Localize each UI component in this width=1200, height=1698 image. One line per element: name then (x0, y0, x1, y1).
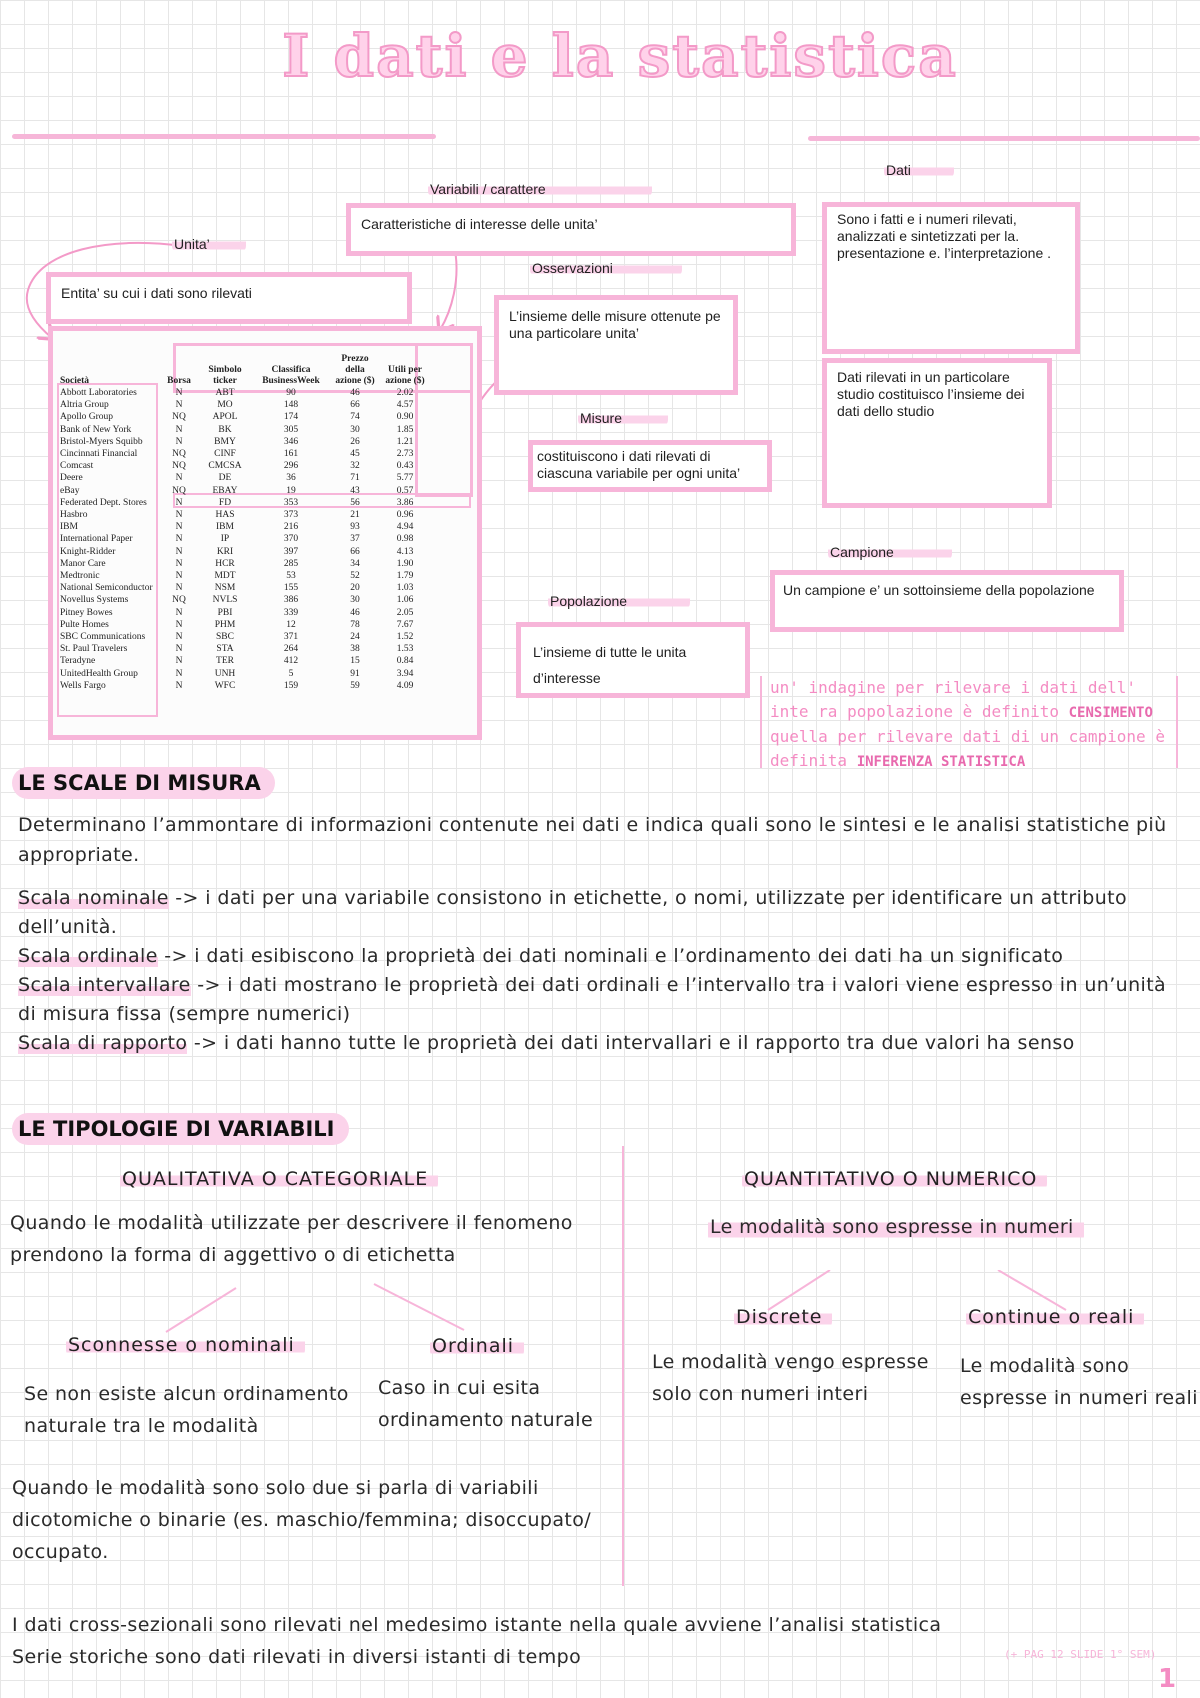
table-cell: 74 (350, 412, 360, 423)
table-cell: 71 (350, 473, 360, 484)
table-cell: 4.57 (396, 400, 414, 411)
table-cell: BK (218, 424, 232, 435)
table-cell: Bank of New York (60, 424, 132, 435)
table-cell: 159 (283, 680, 299, 691)
table-cell: UnitedHealth Group (60, 668, 138, 679)
table-cell: 32 (350, 461, 360, 472)
nominali-title: Sconnesse o nominali (66, 1334, 305, 1356)
scale-desc: -> i dati hanno tutte le proprietà dei dati intervallari e il rapporto tra due valori ha senso (187, 1032, 1075, 1054)
scale-desc: -> i dati per una variabile consistono in etichette, o nomi, utilizzate per identificare un attributo dell’unità. (18, 887, 1128, 938)
table-cell: 20 (350, 583, 360, 594)
table-cell: 397 (283, 546, 299, 557)
table-cell: HAS (215, 510, 235, 521)
quantitativa-text: Le modalità sono espresse in numeri (708, 1212, 1084, 1242)
table-cell: N (175, 656, 183, 667)
table-cell: SBC Communications (60, 632, 146, 643)
table-cell: 264 (283, 644, 299, 655)
table-cell: N (175, 619, 183, 630)
table-row (58, 570, 430, 582)
table-cell: N (175, 522, 183, 533)
quantitativa-title: QUANTITATIVO O NUMERICO (742, 1168, 1047, 1190)
header-simbolo: Simbolo ticker (208, 365, 242, 386)
scale-desc: -> i dati esibiscono la proprietà dei dati nominali e l’ordinamento dei dati ha un significato (157, 945, 1064, 967)
table-cell: DE (218, 473, 232, 484)
note-censimento: CENSIMENTO (1068, 705, 1153, 721)
table-cell: Abbott Laboratories (60, 388, 137, 398)
table-cell: N (175, 607, 183, 618)
table-cell: MO (217, 400, 233, 411)
table-cell: 1.52 (396, 632, 414, 643)
scale-item-ordinale (18, 942, 1188, 971)
table-row (58, 668, 430, 680)
table-cell: Cincinnati Financial (60, 449, 138, 460)
variabili-heading: LE TIPOLOGIE DI VARIABILI (12, 1113, 349, 1145)
discrete-title: Discrete (734, 1306, 832, 1328)
table-cell: NVLS (212, 595, 238, 606)
table-cell: PBI (217, 607, 233, 618)
table-cell: Comcast (60, 461, 94, 472)
continue-title: Continue o reali (966, 1306, 1144, 1328)
table-cell: 353 (283, 497, 299, 508)
table-row (58, 448, 430, 460)
table-row (58, 472, 430, 484)
table-cell: SBC (216, 632, 234, 643)
table-cell: 7.67 (396, 619, 414, 630)
table-cell: 30 (350, 595, 360, 606)
table-cell: NQ (172, 595, 186, 606)
header-societa: Società (60, 376, 90, 386)
table-cell: NQ (172, 485, 186, 496)
scale-list (18, 884, 1188, 1058)
table-cell: 412 (283, 656, 299, 667)
table-cell: 45 (350, 449, 360, 460)
data-table-scan (48, 326, 482, 740)
unita-box (46, 272, 412, 324)
table-cell: HCR (215, 558, 235, 569)
table-cell: 46 (350, 607, 360, 618)
table-cell: 66 (350, 546, 360, 557)
table-row (58, 607, 430, 619)
table-row (58, 594, 430, 606)
discrete-text: Le modalità vengo espresse solo con numeri interi (652, 1351, 929, 1405)
table-cell: N (175, 558, 183, 569)
table-row (58, 643, 430, 655)
table-row (58, 497, 430, 509)
table-cell: N (175, 644, 183, 655)
table-cell: FD (218, 497, 232, 508)
table-row (58, 387, 430, 399)
table-cell: Pitney Bowes (60, 607, 113, 618)
variabili-label: Variabili / carattere (428, 181, 652, 197)
table-row (58, 631, 430, 643)
table-row (58, 509, 430, 521)
table-cell: 148 (283, 400, 299, 411)
table-cell: 1.03 (396, 583, 414, 594)
table-cell: 1.85 (396, 424, 414, 435)
table-cell: CINF (214, 449, 236, 460)
table-cell: 0.96 (396, 510, 414, 521)
table-row (58, 546, 430, 558)
table-cell: 46 (350, 388, 360, 398)
table-cell: 53 (286, 571, 296, 582)
table-row (58, 655, 430, 667)
dati-text: Sono i fatti e i numeri rilevati, analizzati e sintetizzati per la. presentazione e. l’interpretazione . (837, 211, 1052, 261)
campione-text: Un campione e’ un sottoinsieme della popolazione (783, 582, 1095, 598)
table-row (58, 399, 430, 411)
table-cell: MDT (214, 571, 236, 582)
nominali-text: Se non esiste alcun ordinamento naturale tra le modalità (24, 1383, 349, 1437)
table-cell: APOL (212, 412, 238, 423)
table-cell: 0.43 (396, 461, 414, 472)
popolazione-label: Popolazione (548, 593, 690, 609)
table-row (58, 680, 430, 692)
table-cell: N (175, 400, 183, 411)
table-cell: UNH (214, 668, 236, 679)
table-cell: Altria Group (60, 400, 109, 411)
table-cell: N (175, 632, 183, 643)
table-cell: 0.98 (396, 534, 414, 545)
table-row (58, 485, 430, 497)
osservazioni-text: L’insieme delle misure ottenute pe una particolare unita’ (509, 308, 721, 341)
page-number: 1 (1158, 1664, 1177, 1694)
table-cell: PHM (214, 619, 236, 630)
table-cell: Medtronic (60, 571, 100, 582)
table-row (58, 460, 430, 472)
table-cell: 21 (350, 510, 360, 521)
table-cell: 386 (283, 595, 299, 606)
table-cell: 91 (350, 668, 360, 679)
table-cell: N (175, 424, 183, 435)
table-cell: N (175, 571, 183, 582)
table-cell: 3.86 (396, 497, 414, 508)
table-cell: 24 (350, 632, 360, 643)
table-cell: 2.73 (396, 449, 414, 460)
table-cell: 1.79 (396, 571, 414, 582)
table-cell: St. Paul Travelers (60, 644, 128, 655)
table-cell: N (175, 497, 183, 508)
osservazioni-box (494, 295, 738, 395)
campione-label: Campione (828, 544, 952, 560)
footer-line-1: I dati cross-sezionali sono rilevati nel medesimo istante nella quale avviene l’analisi statistica (12, 1614, 942, 1636)
dicotomiche-text: Quando le modalità sono solo due si parla di variabili dicotomiche o binarie (es. maschio/femmina; disoccupato/ occupato. (12, 1477, 592, 1563)
table-cell: 15 (350, 656, 360, 667)
table-cell: 1.06 (396, 595, 414, 606)
table-row (58, 436, 430, 448)
table-cell: Hasbro (60, 510, 88, 521)
table-cell: National Semiconductor (60, 583, 153, 594)
data-table (58, 343, 430, 692)
table-cell: 30 (350, 424, 360, 435)
note-inferenza: INFERENZA STATISTICA (856, 754, 1026, 770)
table-cell: 1.21 (396, 436, 414, 447)
dati-studio-text: Dati rilevati in un particolare studio costituisco l’insieme dei dati dello studio (837, 369, 1025, 419)
scale-term: Scala intervallare (18, 974, 191, 996)
table-cell: NQ (172, 412, 186, 423)
table-cell: 36 (286, 473, 296, 484)
unita-text: Entita’ su cui i dati sono rilevati (61, 285, 252, 301)
table-row (58, 533, 430, 545)
table-cell: BMY (214, 436, 236, 447)
header-borsa: Borsa (167, 376, 191, 386)
scale-intro: Determinano l’ammontare di informazioni contenute nei dati e indica quali sono le sintesi e le analisi statistiche più appropriate. (18, 814, 1167, 866)
table-cell: 155 (283, 583, 299, 594)
table-cell: International Paper (60, 534, 133, 545)
scale-item-nominale (18, 884, 1188, 942)
table-cell: 12 (286, 619, 296, 630)
qualitativa-title: QUALITATIVA O CATEGORIALE (120, 1168, 438, 1190)
table-cell: NQ (172, 461, 186, 472)
table-cell: Knight-Ridder (60, 546, 116, 557)
misure-box (528, 440, 772, 492)
scale-desc: -> i dati mostrano le proprietà dei dati ordinali e l’intervallo tra i valori viene espresso in un’unità di misura fissa (sempre numerici) (18, 974, 1167, 1025)
table-row (58, 582, 430, 594)
table-cell: NQ (172, 449, 186, 460)
table-cell: 78 (350, 619, 360, 630)
table-cell: 296 (283, 461, 299, 472)
note-bracket (760, 676, 1178, 768)
table-cell: N (175, 473, 183, 484)
table-cell: 370 (283, 534, 299, 545)
table-row (58, 411, 430, 423)
unita-label: Unita’ (172, 236, 246, 252)
table-cell: 0.90 (396, 412, 414, 423)
scale-term: Scala ordinale (18, 945, 158, 967)
table-cell: Novellus Systems (60, 595, 129, 606)
table-cell: 305 (283, 424, 299, 435)
table-cell: Manor Care (60, 558, 106, 569)
table-cell: 161 (283, 449, 299, 460)
osservazioni-label: Osservazioni (530, 260, 682, 276)
note-part2: quella per rilevare dati di un campione è definita (770, 727, 1165, 770)
scale-item-rapporto (18, 1029, 1188, 1058)
variabili-text: Caratteristiche di interesse delle unita’ (361, 216, 598, 232)
table-cell: 59 (350, 680, 360, 691)
table-cell: 34 (350, 558, 360, 569)
table-cell: 373 (283, 510, 299, 521)
table-cell: 38 (350, 644, 360, 655)
table-row (58, 558, 430, 570)
note-part1: un' indagine per rilevare i dati dell' inte ra popolazione è definito (770, 678, 1137, 721)
misure-text: costituiscono i dati rilevati di ciascuna variabile per ogni unita’ (537, 448, 741, 481)
table-cell: 4.09 (396, 680, 414, 691)
table-cell: IP (220, 534, 230, 545)
table-cell: 1.90 (396, 558, 414, 569)
variabili-box (346, 203, 796, 256)
table-cell: N (175, 546, 183, 557)
table-cell: N (175, 510, 183, 521)
table-cell: 0.84 (396, 656, 414, 667)
popolazione-text: L’insieme di tutte le unita d’interesse (533, 644, 687, 686)
table-cell: Apollo Group (60, 412, 114, 423)
scale-item-intervallare (18, 971, 1188, 1029)
table-cell: 4.94 (396, 522, 414, 533)
table-cell: 66 (350, 400, 360, 411)
table-cell: 19 (286, 485, 296, 496)
header-classifica: Classifica BusinessWeek (262, 365, 320, 386)
table-cell: N (175, 583, 183, 594)
continue-text: Le modalità sono espresse in numeri reali (960, 1355, 1198, 1409)
header-prezzo: Prezzo della azione ($) (335, 354, 375, 386)
note-text (762, 676, 1176, 774)
table-cell: 5.77 (396, 473, 414, 484)
dati-studio-box (822, 358, 1052, 508)
table-cell: TER (216, 656, 234, 667)
ordinali-text: Caso in cui esita ordinamento naturale (378, 1377, 594, 1431)
table-body (58, 387, 430, 692)
table-cell: Bristol-Myers Squibb (60, 436, 143, 447)
table-cell: 346 (283, 436, 299, 447)
table-cell: Wells Fargo (60, 680, 106, 691)
table-cell: Pulte Homes (60, 619, 109, 630)
table-cell: 285 (283, 558, 299, 569)
table-cell: N (175, 534, 183, 545)
table-cell: 3.94 (396, 668, 414, 679)
popolazione-box (516, 622, 750, 698)
table-cell: 174 (283, 412, 299, 423)
table-cell: 52 (350, 571, 360, 582)
table-cell: N (175, 668, 183, 679)
column-divider (622, 1146, 624, 1586)
table-cell: IBM (60, 522, 78, 533)
table-cell: NSM (214, 583, 236, 594)
table-cell: EBAY (212, 485, 238, 496)
table-cell: 2.02 (396, 388, 414, 398)
table-cell: 4.13 (396, 546, 414, 557)
table-cell: 56 (350, 497, 360, 508)
table-cell: N (175, 436, 183, 447)
dati-label: Dati (884, 162, 954, 178)
table-cell: Federated Dept. Stores (60, 497, 147, 508)
table-cell: CMCSA (208, 461, 242, 472)
header-utili: Utili per azione ($) (385, 365, 425, 386)
table-row (58, 424, 430, 436)
table-cell: STA (216, 644, 234, 655)
dati-box (822, 202, 1080, 354)
table-cell: 339 (283, 607, 299, 618)
scale-term: Scala di rapporto (18, 1032, 188, 1054)
table-cell: 37 (350, 534, 360, 545)
table-cell: IBM (216, 522, 234, 533)
table-cell: 1.53 (396, 644, 414, 655)
table-cell: ABT (215, 388, 235, 398)
ordinali-title: Ordinali (430, 1335, 524, 1357)
table-cell: 93 (350, 522, 360, 533)
table-cell: 216 (283, 522, 299, 533)
table-cell: eBay (60, 485, 80, 496)
table-cell: N (175, 680, 183, 691)
page-title: I dati e la statistica (282, 22, 958, 90)
footer-reference: (+ PAG 12 SLIDE 1° SEM) (1004, 1648, 1157, 1661)
table-cell: 371 (283, 632, 299, 643)
table-cell: N (175, 388, 183, 398)
qualitativa-text: Quando le modalità utilizzate per descrivere il fenomeno prendono la forma di aggettivo o di etichetta (10, 1212, 573, 1266)
table-cell: 26 (350, 436, 360, 447)
table-row (58, 521, 430, 533)
table-cell: KRI (216, 546, 234, 557)
scale-term: Scala nominale (18, 887, 169, 909)
table-cell: 5 (288, 668, 294, 679)
table-cell: WFC (214, 680, 236, 691)
misure-label: Misure (578, 410, 668, 426)
footer-line-2: Serie storiche sono dati rilevati in diversi istanti di tempo (12, 1646, 582, 1668)
table-cell: 43 (350, 485, 360, 496)
table-cell: Teradyne (60, 656, 96, 667)
campione-box (770, 570, 1124, 632)
table-cell: Deere (60, 473, 83, 484)
table-cell: 2.05 (396, 607, 414, 618)
table-cell: 90 (286, 388, 296, 398)
table-row (58, 619, 430, 631)
scale-heading: LE SCALE DI MISURA (12, 767, 275, 799)
table-cell: 0.57 (396, 485, 414, 496)
